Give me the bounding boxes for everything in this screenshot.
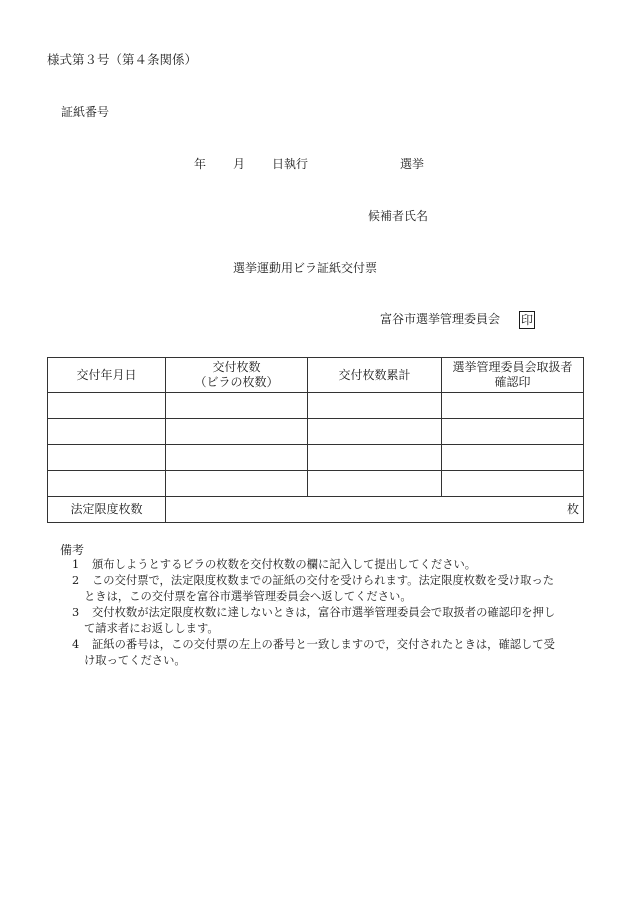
remark-text-continued: け取ってください。 [84,654,186,667]
remark-number: 1 [72,558,80,571]
cell-issue-count[interactable] [166,471,308,497]
remark-text: 頒布しようとするビラの枚数を交付枚数の欄に記入して提出してください。 [92,558,477,571]
header-issue-count [166,358,308,393]
remark-number: 4 [72,638,80,651]
header-issue-count-main: 交付枚数 [212,360,261,374]
form-number: 様式第３号（第４条関係） [47,52,198,67]
table-header-row [48,358,584,393]
document-title: 選挙運動用ビラ証紙交付票 [233,261,378,275]
table-row [48,393,584,419]
legal-limit-unit: 枚 [566,502,579,516]
remark-item [72,557,476,573]
cell-issue-date[interactable] [48,393,166,419]
cell-issue-count[interactable] [166,393,308,419]
remarks-heading: 備考 [60,543,85,557]
cell-cumulative[interactable] [308,393,442,419]
cell-confirmation[interactable] [442,393,584,419]
table-row [48,471,584,497]
remark-number: 3 [72,606,80,619]
cell-cumulative[interactable] [308,419,442,445]
day-executed-label: 日執行 [272,157,309,171]
election-label: 選挙 [400,157,425,171]
header-cumulative-count: 交付枚数累計 [308,358,442,393]
year-label: 年 [194,157,207,171]
candidate-name-label: 候補者氏名 [368,209,429,223]
cell-issue-date[interactable] [48,419,166,445]
table-row [48,445,584,471]
month-label: 月 [233,157,246,171]
cell-issue-count[interactable] [166,445,308,471]
cell-cumulative[interactable] [308,471,442,497]
remark-text: この交付票で，法定限度枚数までの証紙の交付を受けられます。法定限度枚数を受け取った [92,574,555,587]
legal-limit-row [48,497,584,523]
remark-text: 証紙の番号は，この交付票の左上の番号と一致しますので，交付されたときは，確認して受 [92,638,555,651]
issuance-table [47,357,584,523]
seal-box: 印 [521,313,534,327]
legal-limit-value[interactable] [166,497,584,523]
cell-confirmation[interactable] [442,471,584,497]
remark-number: 2 [72,574,80,587]
header-issue-date: 交付年月日 [48,358,166,393]
cell-confirmation[interactable] [442,419,584,445]
header-officer-sub: 確認印 [494,375,531,389]
header-officer-main: 選挙管理委員会取扱者 [452,360,573,374]
remark-text-continued: ときは，この交付票を富谷市選挙管理委員会へ返してください。 [84,590,412,603]
cell-issue-count[interactable] [166,419,308,445]
remark-item [72,573,554,605]
remark-text-continued: て請求者にお返しします。 [84,622,219,635]
remark-item [72,605,555,637]
header-committee-officer [442,358,584,393]
remark-text: 交付枚数が法定限度枚数に達しないときは，富谷市選挙管理委員会で取扱者の確認印を押し [92,606,556,619]
cell-issue-date[interactable] [48,445,166,471]
legal-limit-label: 法定限度枚数 [48,497,166,523]
certificate-number-label: 証紙番号 [61,105,110,119]
remark-item [72,637,555,669]
cell-cumulative[interactable] [308,445,442,471]
table-row [48,419,584,445]
header-issue-count-sub: （ビラの枚数） [194,375,279,389]
cell-issue-date[interactable] [48,471,166,497]
issuer-name: 富谷市選挙管理委員会 [380,312,501,326]
cell-confirmation[interactable] [442,445,584,471]
